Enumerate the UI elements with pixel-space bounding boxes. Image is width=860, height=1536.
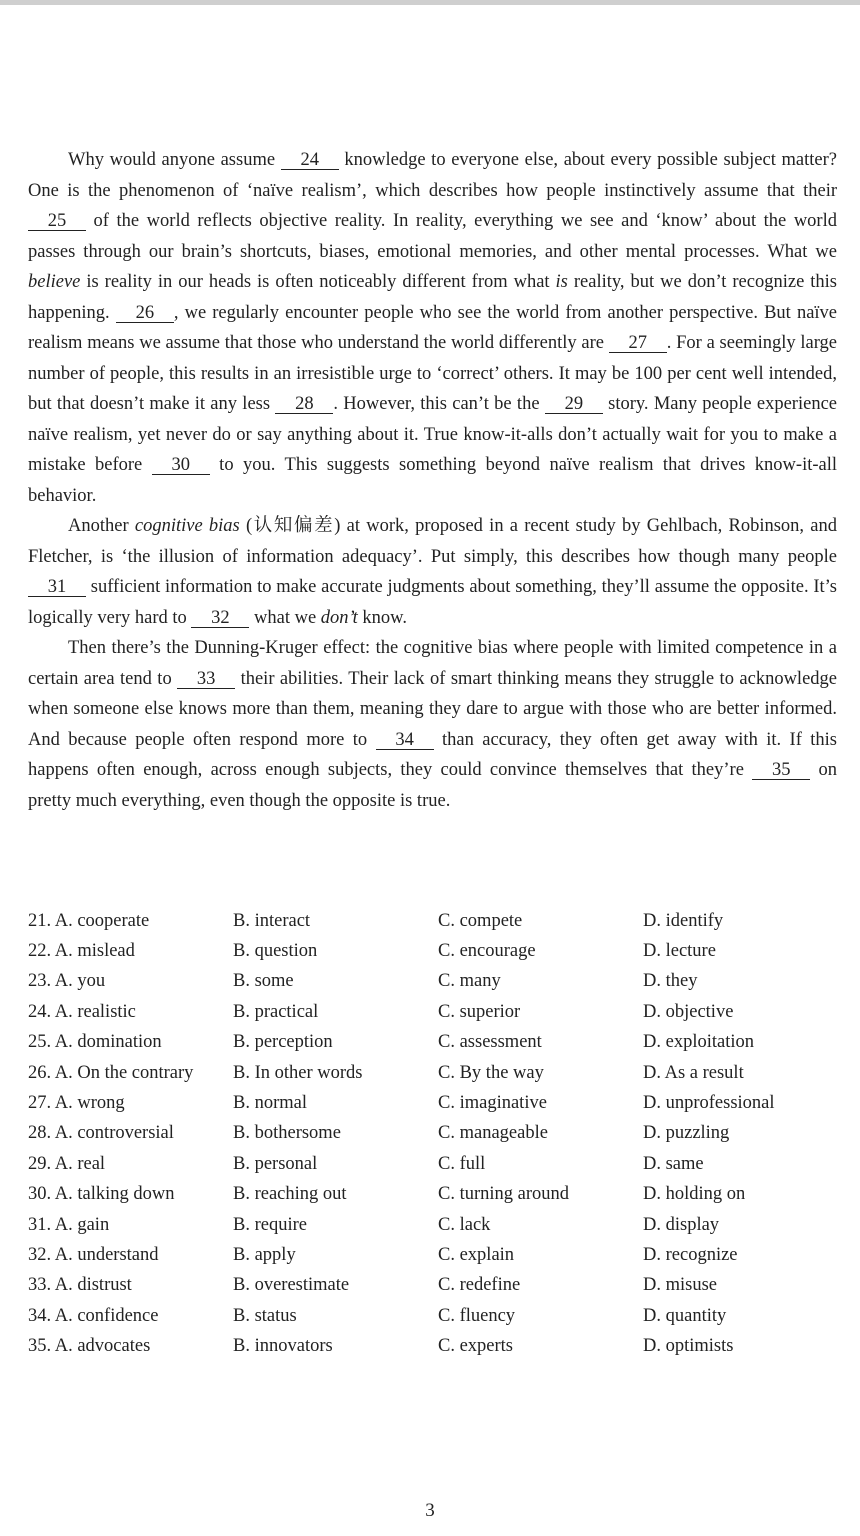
option-a: 35. A. advocates: [28, 1336, 151, 1357]
passage-text: is reality in our heads is often noticeably different from what: [80, 272, 556, 292]
option-d: D. As a result: [643, 1062, 744, 1083]
option-b: B. In other words: [233, 1062, 363, 1083]
passage-text: , we regularly encounter people who see the world from another perspective. But naïve realism means we assume that those who understand the world differently are: [28, 302, 838, 353]
italic-text: cognitive bias: [134, 516, 240, 536]
blank-35: 35: [752, 761, 810, 780]
option-d: D. quantity: [643, 1305, 727, 1326]
option-a: 23. A. you: [28, 971, 106, 992]
passage-text: reality, but we don’t recognize this happening.: [28, 272, 837, 323]
question-24-options: [28, 997, 837, 1027]
option-a: 29. A. real: [28, 1153, 106, 1174]
option-b: B. apply: [233, 1244, 296, 1265]
option-c: C. assessment: [438, 1032, 542, 1053]
option-c: C. manageable: [438, 1123, 548, 1144]
option-b: B. innovators: [233, 1336, 333, 1357]
option-d: D. unprofessional: [643, 1093, 775, 1114]
passage-paragraph: [28, 633, 837, 816]
blank-33: 33: [177, 670, 235, 689]
italic-text: don’t: [320, 607, 358, 628]
option-a: 22. A. mislead: [28, 941, 135, 962]
passage-text: what we: [249, 607, 321, 628]
answer-options-table: [28, 906, 837, 1362]
question-34-options: [28, 1301, 837, 1331]
passage-text: knowledge to everyone else, about every possible subject matter? One is the phenomenon of ‘naïve realism’, which describes how people instinctively assume that their: [28, 150, 837, 201]
passage-text: know.: [357, 607, 407, 628]
option-d: D. objective: [643, 1001, 734, 1022]
question-28-options: [28, 1119, 837, 1149]
option-a: 27. A. wrong: [28, 1093, 125, 1114]
option-b: B. interact: [233, 910, 311, 931]
option-b: B. practical: [233, 1001, 319, 1022]
question-21-options: [28, 906, 837, 936]
option-a: 34. A. confidence: [28, 1305, 159, 1326]
option-d: D. holding on: [643, 1184, 746, 1205]
passage-text: their abilities. Their lack of smart thinking means they struggle to acknowledge when someone else knows more than them, meaning they dare to argue with those who are better informed. And because people often respond more to: [28, 668, 837, 750]
blank-30: 30: [152, 456, 210, 475]
passage-text: of the world reflects objective reality. In reality, everything we see and ‘know’ about the world passes through our brain’s shortcuts, biases, emotional memories, and other mental processes. What we: [28, 211, 837, 262]
option-b: B. reaching out: [233, 1184, 347, 1205]
passage-text: on pretty much everything, even though the opposite is true.: [28, 760, 837, 811]
passage-text: than accuracy, they often get away with it. If this happens often enough, across enough subjects, they could convince themselves that they’re: [28, 729, 838, 780]
question-25-options: [28, 1028, 837, 1058]
blank-27: 27: [609, 334, 667, 353]
passage-paragraph: [28, 145, 837, 511]
option-c: C. superior: [438, 1001, 521, 1022]
question-33-options: [28, 1271, 837, 1301]
option-a: 26. A. On the contrary: [28, 1062, 194, 1083]
option-d: D. they: [643, 971, 698, 992]
option-b: B. personal: [233, 1153, 318, 1174]
option-d: D. puzzling: [643, 1123, 730, 1144]
option-d: D. misuse: [643, 1275, 717, 1296]
blank-24: 24: [281, 151, 339, 170]
question-30-options: [28, 1180, 837, 1210]
option-c: C. fluency: [438, 1305, 516, 1326]
option-d: D. exploitation: [643, 1032, 754, 1053]
option-b: B. require: [233, 1214, 307, 1235]
passage-text: (认知偏差) at work, proposed in a recent study by Gehlbach, Robinson, and Fletcher, is ‘the illusion of information adequacy’. Put simply, this describes how though many people: [28, 516, 837, 567]
option-c: C. turning around: [438, 1184, 570, 1205]
passage-text: Why would anyone assume: [68, 150, 281, 170]
option-a: 31. A. gain: [28, 1214, 110, 1235]
option-d: D. optimists: [643, 1336, 734, 1357]
option-b: B. normal: [233, 1093, 307, 1114]
passage-text: Then there’s the Dunning-Kruger effect: the cognitive bias where people with limited competence in a certain area tend to: [28, 638, 837, 689]
option-c: C. compete: [438, 910, 523, 931]
italic-text: is: [555, 272, 568, 292]
option-d: D. identify: [643, 910, 724, 931]
option-c: C. encourage: [438, 941, 536, 962]
option-b: B. overestimate: [233, 1275, 350, 1296]
passage-text: . However, this can’t be the: [333, 394, 545, 414]
italic-text: believe: [28, 272, 81, 292]
blank-29: 29: [545, 395, 603, 414]
option-b: B. question: [233, 941, 318, 962]
page-number: 3: [425, 1500, 435, 1521]
blank-34: 34: [376, 731, 434, 750]
option-b: B. status: [233, 1305, 297, 1326]
option-c: C. explain: [438, 1244, 515, 1265]
option-c: C. many: [438, 971, 501, 992]
blank-26: 26: [116, 304, 174, 323]
blank-28: 28: [275, 395, 333, 414]
option-c: C. imaginative: [438, 1093, 547, 1114]
option-c: C. lack: [438, 1214, 491, 1235]
page-top-edge: [0, 0, 860, 5]
option-b: B. bothersome: [233, 1123, 341, 1144]
option-c: C. experts: [438, 1336, 514, 1357]
question-22-options: [28, 936, 837, 966]
passage-text: to you. This suggests something beyond naïve realism that drives know-it-all behavior.: [28, 455, 837, 506]
passage-text: sufficient information to make accurate judgments about something, they’ll assume the opposite. It’s logically very hard to: [28, 577, 837, 628]
option-a: 24. A. realistic: [28, 1001, 136, 1022]
option-d: D. lecture: [643, 941, 716, 962]
blank-32: 32: [191, 609, 249, 628]
passage-paragraph: [28, 511, 837, 633]
question-31-options: [28, 1210, 837, 1240]
option-a: 33. A. distrust: [28, 1275, 132, 1296]
option-d: D. recognize: [643, 1244, 738, 1265]
blank-25: 25: [28, 212, 86, 231]
question-32-options: [28, 1240, 837, 1270]
question-23-options: [28, 967, 837, 997]
question-29-options: [28, 1149, 837, 1179]
option-d: D. display: [643, 1214, 720, 1235]
passage-text: Another: [68, 516, 135, 536]
option-b: B. perception: [233, 1032, 333, 1053]
blank-31: 31: [28, 578, 86, 597]
option-a: 21. A. cooperate: [28, 910, 150, 931]
option-a: 25. A. domination: [28, 1032, 162, 1053]
passage-text: . For a seemingly large number of people, this results in an irresistible urge to ‘correct’ others. It may be 100 per cent well intended, but that doesn’t make it any less: [28, 333, 837, 414]
option-a: 30. A. talking down: [28, 1184, 175, 1205]
option-c: C. By the way: [438, 1062, 544, 1083]
reading-passage: [28, 145, 837, 816]
option-d: D. same: [643, 1153, 704, 1174]
option-c: C. redefine: [438, 1275, 521, 1296]
question-27-options: [28, 1088, 837, 1118]
question-35-options: [28, 1331, 837, 1361]
option-a: 32. A. understand: [28, 1244, 159, 1265]
question-26-options: [28, 1058, 837, 1088]
option-a: 28. A. controversial: [28, 1123, 174, 1144]
passage-text: story. Many people experience naïve realism, yet never do or say anything about it. True know-it-alls don’t actually wait for you to make a mistake before: [28, 394, 837, 475]
option-c: C. full: [438, 1153, 486, 1174]
option-b: B. some: [233, 971, 294, 992]
